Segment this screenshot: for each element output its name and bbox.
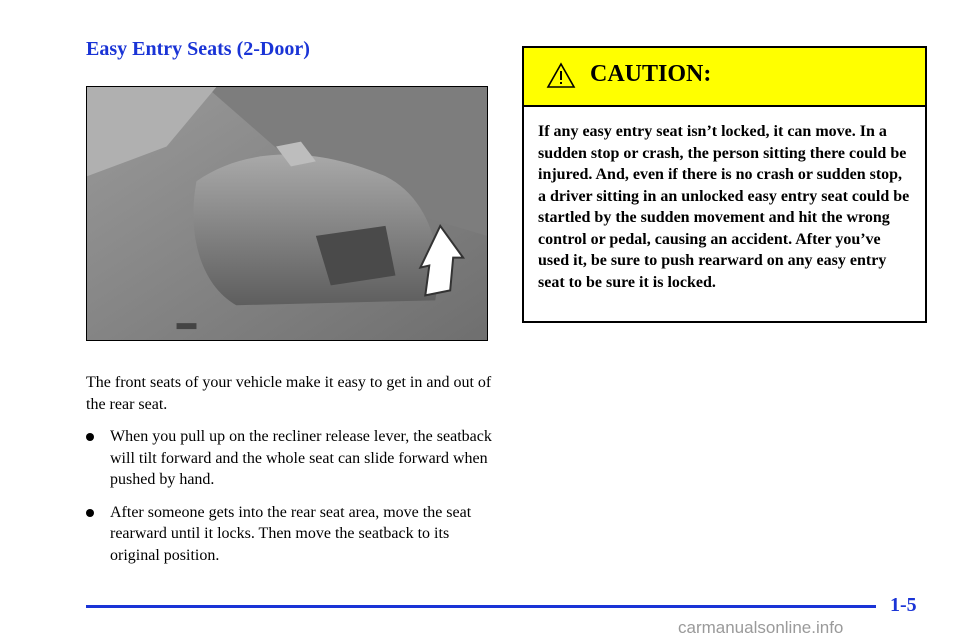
seat-photo — [86, 86, 488, 341]
bullet-item-2 — [86, 502, 496, 567]
section-title: Easy Entry Seats (2-Door) — [86, 38, 310, 60]
bullet-item-1 — [86, 426, 496, 491]
footer-rule — [86, 605, 876, 608]
intro-paragraph: The front seats of your vehicle make it easy to get in and out of the rear seat. — [86, 374, 492, 413]
caution-heading: CAUTION: — [590, 61, 712, 87]
caution-box — [522, 46, 927, 323]
warning-icon — [546, 62, 576, 89]
body-text — [86, 372, 496, 577]
bullet-icon — [86, 433, 94, 441]
bullet-text: When you pull up on the recliner release lever, the seatback will tilt forward and the whole seat can slide forward when pushed by hand. — [110, 428, 492, 488]
watermark: carmanualsonline.info — [678, 618, 844, 637]
page-number: 1-5 — [890, 594, 917, 616]
bullet-text: After someone gets into the rear seat area, move the seat rearward until it locks. Then move the seatback to its original position. — [110, 503, 472, 564]
caution-text: If any easy entry seat isn’t locked, it can move. In a sudden stop or crash, the person sitting there could be injured. And, even if there is no crash or sudden stop, a driver sitting in an unlocked easy entry seat could be startled by the sudden movement and hit the wrong control or pedal, causing an accident. After you’ve used it, be sure to push rearward on any easy entry seat to be sure it is locked. — [538, 123, 910, 291]
caution-header — [524, 48, 925, 107]
bullet-icon — [86, 509, 94, 517]
